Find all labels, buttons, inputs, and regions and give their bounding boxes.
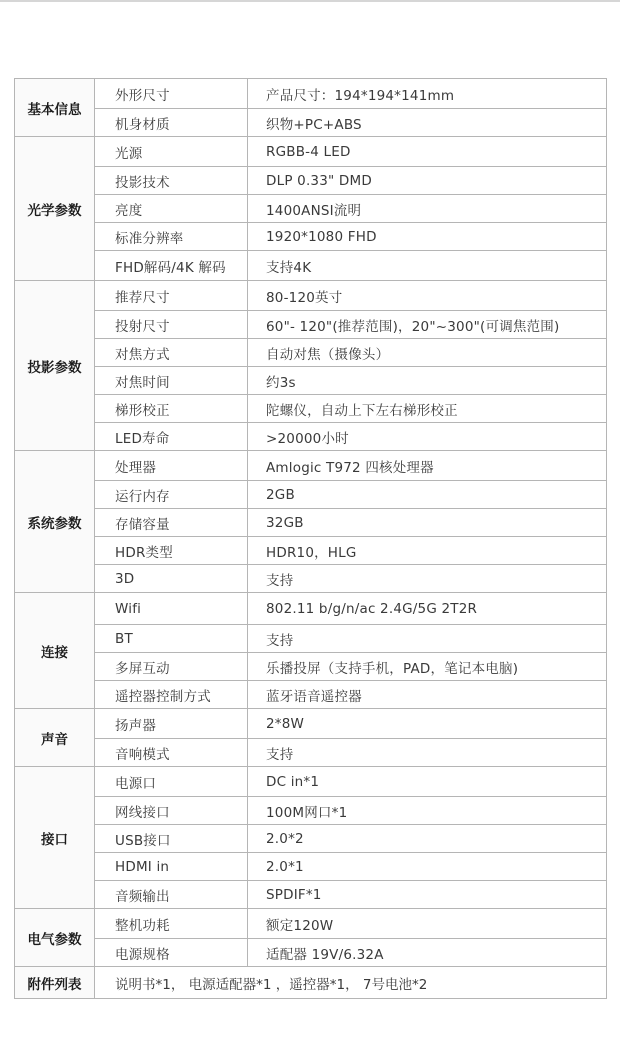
spec-row bbox=[15, 195, 607, 223]
spec-value: 802.11 b/g/n/ac 2.4G/5G 2T2R bbox=[248, 593, 607, 625]
category-label: 声音 bbox=[15, 709, 95, 767]
spec-row bbox=[15, 481, 607, 509]
spec-row bbox=[15, 79, 607, 109]
top-divider bbox=[0, 0, 620, 2]
spec-label: 光源 bbox=[95, 137, 248, 167]
spec-value: 陀螺仪，自动上下左右梯形校正 bbox=[248, 395, 607, 423]
spec-value: SPDIF*1 bbox=[248, 881, 607, 909]
spec-row bbox=[15, 739, 607, 767]
spec-table-body bbox=[15, 79, 607, 999]
spec-value: 自动对焦（摄像头） bbox=[248, 339, 607, 367]
spec-row bbox=[15, 367, 607, 395]
category-label: 投影参数 bbox=[15, 281, 95, 451]
spec-row bbox=[15, 537, 607, 565]
spec-value: 织物+PC+ABS bbox=[248, 109, 607, 137]
spec-label: 处理器 bbox=[95, 451, 248, 481]
spec-row bbox=[15, 709, 607, 739]
spec-row bbox=[15, 565, 607, 593]
spec-row bbox=[15, 311, 607, 339]
spec-label: 梯形校正 bbox=[95, 395, 248, 423]
spec-row bbox=[15, 423, 607, 451]
spec-value: 60"- 120"(推荐范围)，20"~300"(可调焦范围) bbox=[248, 311, 607, 339]
spec-row bbox=[15, 797, 607, 825]
spec-value: 1920*1080 FHD bbox=[248, 223, 607, 251]
spec-row bbox=[15, 137, 607, 167]
spec-row bbox=[15, 825, 607, 853]
category-label: 系统参数 bbox=[15, 451, 95, 593]
spec-value: RGBB-4 LED bbox=[248, 137, 607, 167]
spec-label: 外形尺寸 bbox=[95, 79, 248, 109]
spec-label: 扬声器 bbox=[95, 709, 248, 739]
spec-label: LED寿命 bbox=[95, 423, 248, 451]
spec-row bbox=[15, 395, 607, 423]
spec-label: 对焦方式 bbox=[95, 339, 248, 367]
spec-label: 投射尺寸 bbox=[95, 311, 248, 339]
spec-row bbox=[15, 853, 607, 881]
spec-row bbox=[15, 509, 607, 537]
spec-label: FHD解码/4K 解码 bbox=[95, 251, 248, 281]
spec-row bbox=[15, 653, 607, 681]
spec-row bbox=[15, 681, 607, 709]
spec-value: 支持4K bbox=[248, 251, 607, 281]
spec-label: Wifi bbox=[95, 593, 248, 625]
spec-label: HDR类型 bbox=[95, 537, 248, 565]
spec-value: 1400ANSI流明 bbox=[248, 195, 607, 223]
spec-label: 机身材质 bbox=[95, 109, 248, 137]
spec-value: DLP 0.33" DMD bbox=[248, 167, 607, 195]
spec-row bbox=[15, 223, 607, 251]
category-label: 连接 bbox=[15, 593, 95, 709]
spec-label: 遥控器控制方式 bbox=[95, 681, 248, 709]
spec-value: 产品尺寸：194*194*141mm bbox=[248, 79, 607, 109]
spec-label: 运行内存 bbox=[95, 481, 248, 509]
spec-label: 音频输出 bbox=[95, 881, 248, 909]
spec-row bbox=[15, 167, 607, 195]
spec-row bbox=[15, 451, 607, 481]
spec-label: 存储容量 bbox=[95, 509, 248, 537]
spec-value: 蓝牙语音遥控器 bbox=[248, 681, 607, 709]
spec-value: 支持 bbox=[248, 625, 607, 653]
spec-label: HDMI in bbox=[95, 853, 248, 881]
spec-row bbox=[15, 251, 607, 281]
spec-row bbox=[15, 593, 607, 625]
spec-value: 2*8W bbox=[248, 709, 607, 739]
category-label: 电气参数 bbox=[15, 909, 95, 967]
spec-value: 2GB bbox=[248, 481, 607, 509]
spec-value: 额定120W bbox=[248, 909, 607, 939]
spec-value: 2.0*1 bbox=[248, 853, 607, 881]
spec-label: 整机功耗 bbox=[95, 909, 248, 939]
spec-row bbox=[15, 767, 607, 797]
spec-row bbox=[15, 881, 607, 909]
spec-value: 100M网口*1 bbox=[248, 797, 607, 825]
spec-label: 多屏互动 bbox=[95, 653, 248, 681]
spec-label: 网线接口 bbox=[95, 797, 248, 825]
spec-label: 亮度 bbox=[95, 195, 248, 223]
spec-value: 80-120英寸 bbox=[248, 281, 607, 311]
spec-value: DC in*1 bbox=[248, 767, 607, 797]
spec-label: 音响模式 bbox=[95, 739, 248, 767]
spec-table bbox=[14, 78, 607, 999]
spec-label: 对焦时间 bbox=[95, 367, 248, 395]
spec-label: 3D bbox=[95, 565, 248, 593]
spec-row bbox=[15, 939, 607, 967]
spec-value: Amlogic T972 四核处理器 bbox=[248, 451, 607, 481]
spec-value: 支持 bbox=[248, 739, 607, 767]
spec-row bbox=[15, 909, 607, 939]
spec-value: 支持 bbox=[248, 565, 607, 593]
spec-row bbox=[15, 109, 607, 137]
spec-row bbox=[15, 339, 607, 367]
spec-row bbox=[15, 625, 607, 653]
spec-value: >20000小时 bbox=[248, 423, 607, 451]
category-label: 基本信息 bbox=[15, 79, 95, 137]
spec-value: 32GB bbox=[248, 509, 607, 537]
category-label: 接口 bbox=[15, 767, 95, 909]
spec-row-accessories bbox=[15, 967, 607, 999]
spec-label: BT bbox=[95, 625, 248, 653]
category-label: 附件列表 bbox=[15, 967, 95, 999]
spec-value: 约3s bbox=[248, 367, 607, 395]
spec-label: USB接口 bbox=[95, 825, 248, 853]
category-label: 光学参数 bbox=[15, 137, 95, 281]
accessory-list: 说明书*1， 电源适配器*1 ，遥控器*1， 7号电池*2 bbox=[95, 967, 607, 999]
spec-value: 乐播投屏（支持手机，PAD，笔记本电脑) bbox=[248, 653, 607, 681]
spec-label: 标准分辨率 bbox=[95, 223, 248, 251]
spec-label: 推荐尺寸 bbox=[95, 281, 248, 311]
spec-value: 2.0*2 bbox=[248, 825, 607, 853]
spec-label: 电源口 bbox=[95, 767, 248, 797]
spec-row bbox=[15, 281, 607, 311]
spec-label: 电源规格 bbox=[95, 939, 248, 967]
spec-value: HDR10，HLG bbox=[248, 537, 607, 565]
spec-label: 投影技术 bbox=[95, 167, 248, 195]
spec-value: 适配器 19V/6.32A bbox=[248, 939, 607, 967]
